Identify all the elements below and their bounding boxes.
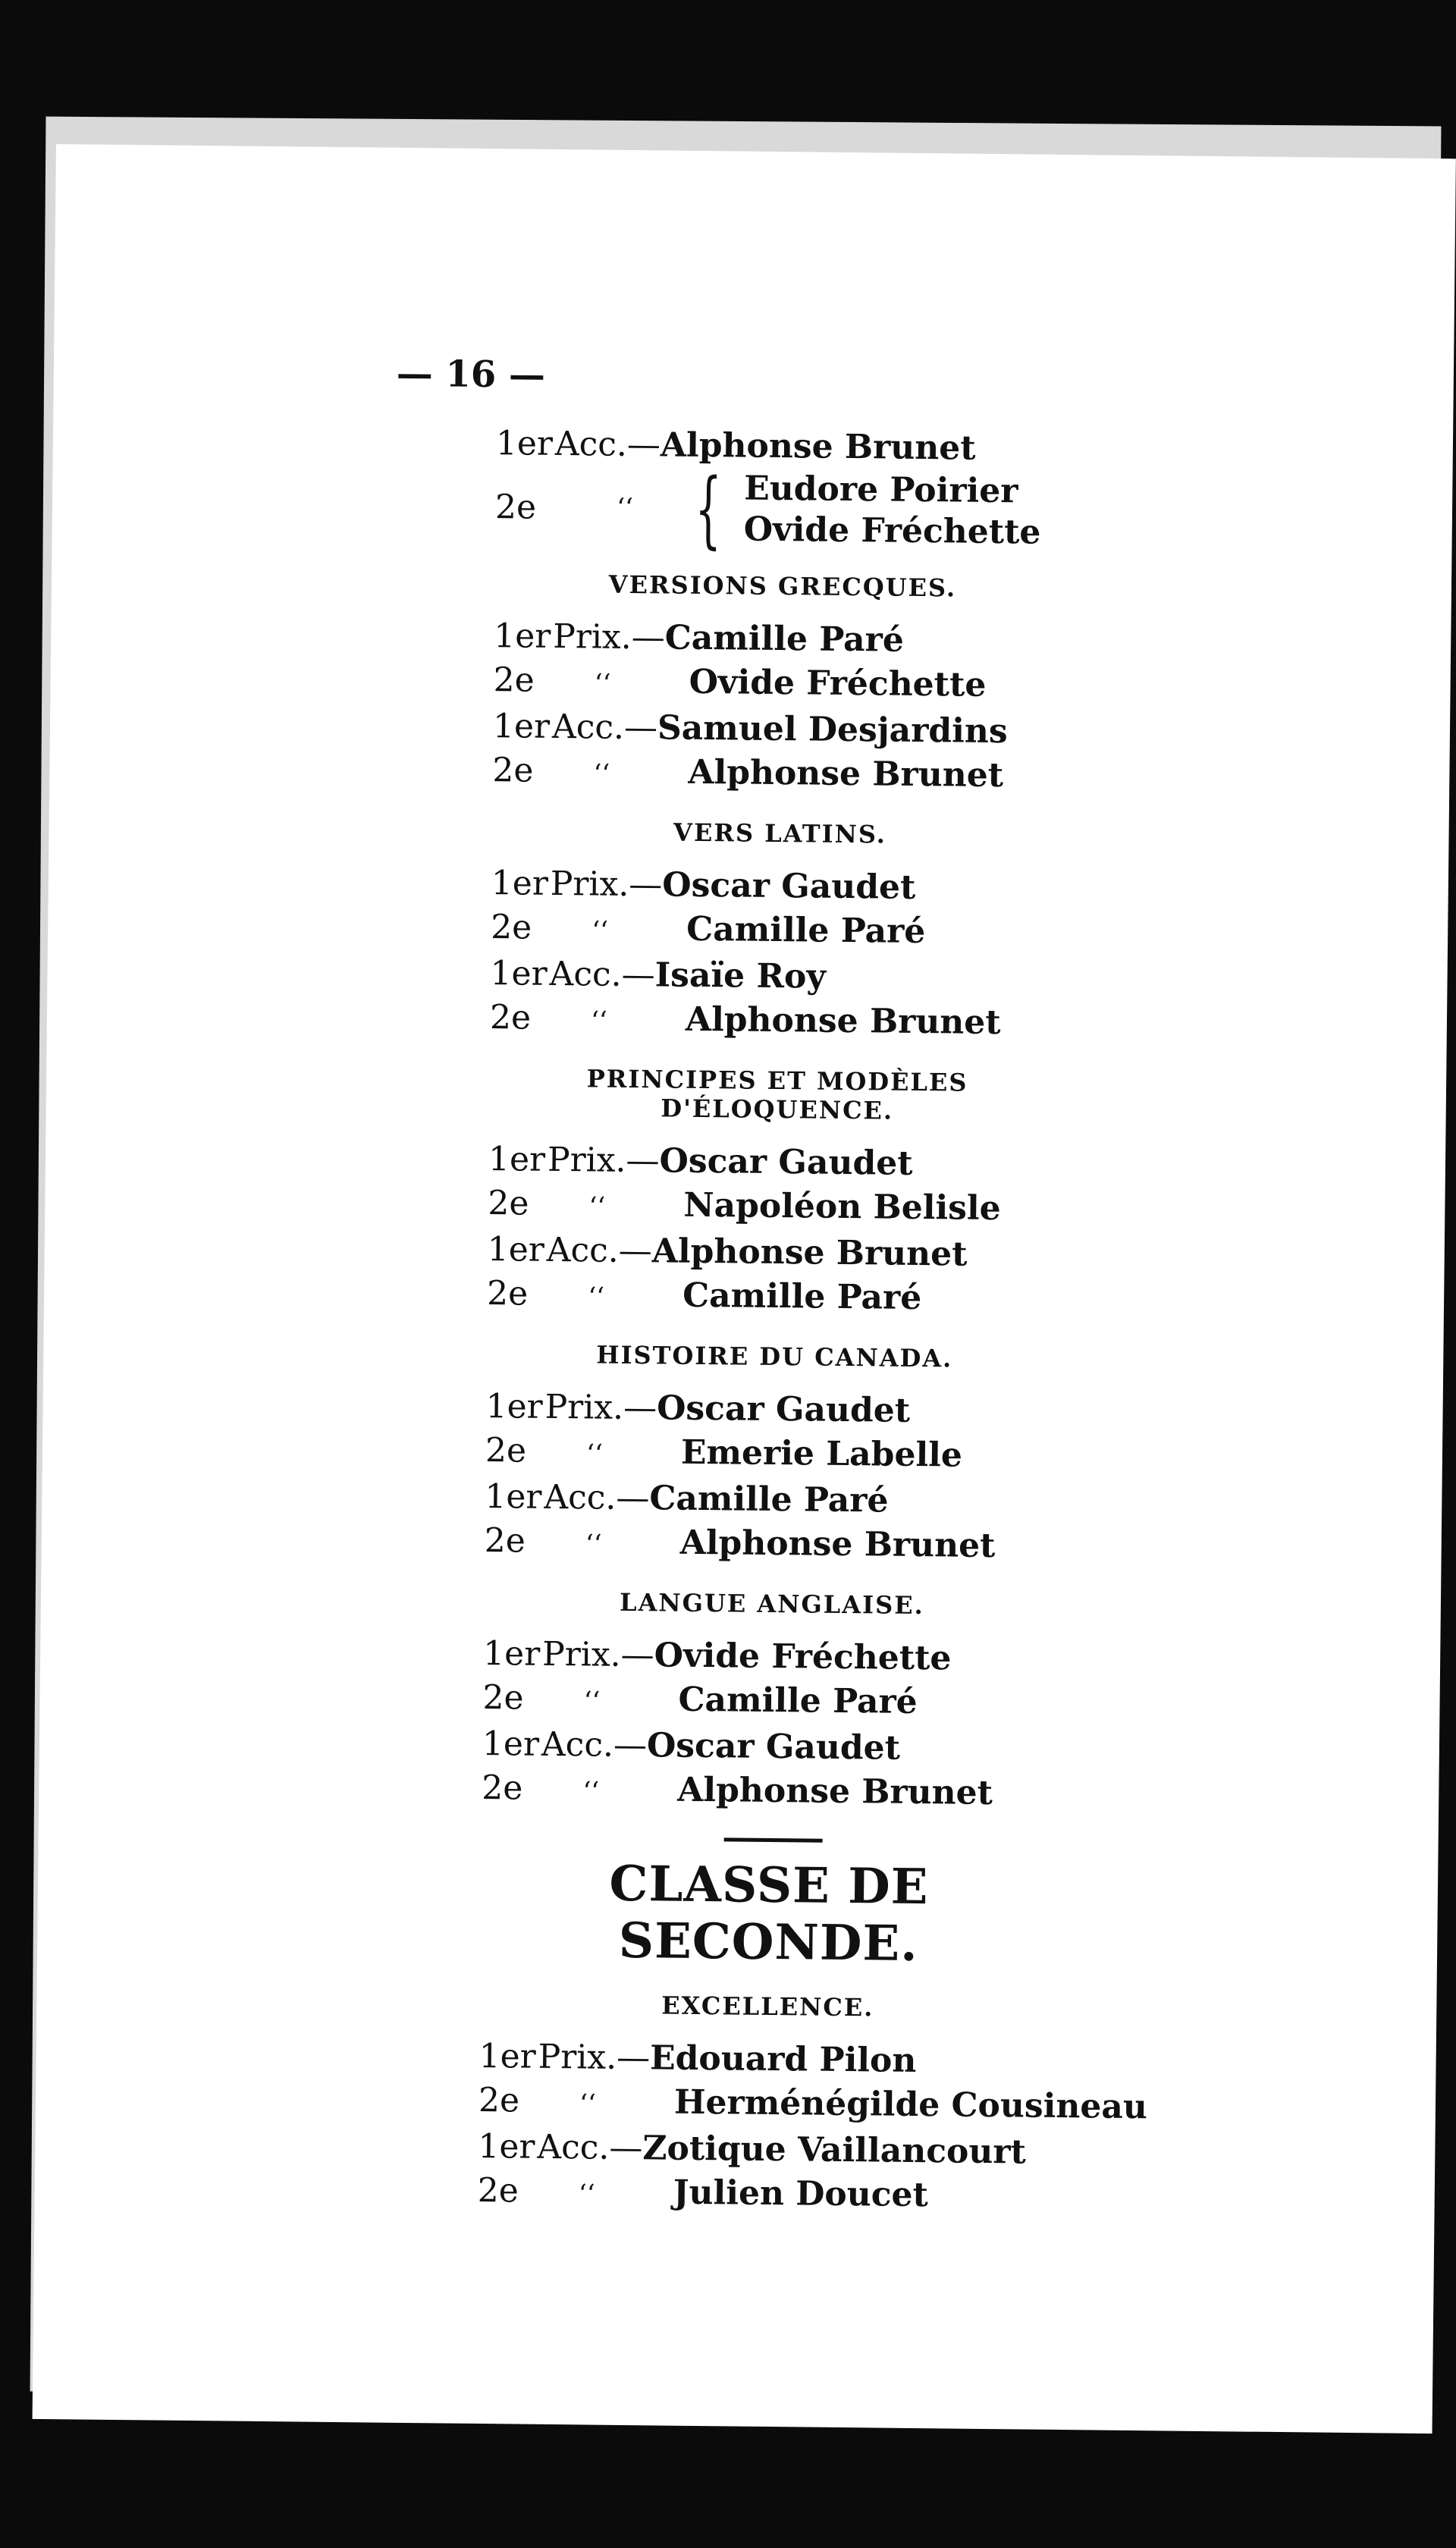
class-heading: CLASSE DE SECONDE.	[609, 1855, 929, 1973]
entry-rank: 2e	[489, 998, 532, 1037]
entry-rank: 1er	[479, 2036, 536, 2076]
entry-dash: —	[623, 1388, 657, 1428]
entry-rank: 1er	[490, 954, 548, 993]
prize-entry	[482, 1676, 1166, 1729]
prize-entry-braced	[494, 460, 1178, 558]
entry-name: Alphonse Brunet	[679, 1523, 996, 1566]
entry-kind-group	[555, 422, 976, 471]
entry-rank: 1er	[482, 1724, 540, 1764]
entry-name: Oscar Gaudet	[656, 1389, 911, 1430]
prize-entry	[488, 1181, 1171, 1235]
entry-rank: 1er	[495, 424, 554, 463]
section-heading: VERS LATINS.	[673, 817, 887, 849]
entry-name: Oscar Gaudet	[659, 1141, 913, 1183]
entry-name: Alphonse Brunet	[685, 999, 1001, 1043]
entry-rank: 1er	[492, 707, 551, 746]
entry-dash: —	[631, 617, 666, 657]
prize-entry	[485, 1429, 1169, 1482]
entry-dash: —	[626, 1141, 660, 1181]
entry-rank: 1er	[493, 617, 551, 656]
prize-entry	[477, 2169, 1160, 2222]
entry-rank: 2e	[490, 908, 532, 947]
section-heading: VERSIONS GRECQUES.	[608, 570, 957, 603]
prize-entry	[494, 614, 1177, 665]
entry-rank: 2e	[478, 2080, 520, 2120]
entry-name: Edouard Pilon	[649, 2038, 917, 2081]
ditto-mark: ‘‘	[616, 492, 634, 523]
ditto-mark: ‘‘	[585, 1529, 602, 1560]
ditto-mark: ‘‘	[594, 668, 611, 699]
entry-dash: —	[626, 425, 661, 465]
entry-name: Eudore Poirier	[744, 469, 1018, 511]
entry-rank: 2e	[488, 1184, 529, 1223]
entry-name: Ovide Fréchette	[689, 662, 987, 704]
entry-name: Alphonse Brunet	[677, 1770, 993, 1813]
prize-entry	[487, 1228, 1170, 1279]
entry-kind: Acc.	[546, 1230, 620, 1270]
entry-rank: 2e	[493, 661, 535, 700]
prize-list	[477, 422, 1178, 2222]
prize-entry	[490, 952, 1173, 1003]
entry-rank: 2e	[484, 1521, 526, 1561]
entry-name: Camille Paré	[686, 909, 926, 952]
entry-rank: 2e	[494, 487, 537, 527]
spacer	[646, 1306, 682, 1307]
entry-name: Camille Paré	[682, 1276, 922, 1318]
entry-rank: 1er	[482, 1634, 541, 1674]
entry-dash: —	[623, 708, 658, 748]
entry-kind: Prix.	[552, 617, 632, 657]
ditto-mark: ‘‘	[593, 758, 610, 789]
brace-icon: {	[694, 460, 723, 558]
entry-rank: 1er	[485, 1387, 543, 1426]
section-heading: EXCELLENCE.	[661, 1991, 874, 2022]
entry-kind: Acc.	[554, 424, 628, 464]
prize-entry	[491, 905, 1174, 959]
spacer	[645, 1463, 681, 1464]
entry-rank: 1er	[485, 1477, 542, 1517]
entry-name: Isaïe Roy	[654, 956, 827, 996]
prize-entry	[491, 861, 1175, 912]
section-heading: HISTOIRE DU CANADA.	[596, 1340, 953, 1373]
entry-name: Ovide Fréchette	[743, 510, 1041, 552]
ditto-mark: ‘‘	[588, 1191, 606, 1222]
ditto-mark: ‘‘	[588, 1282, 605, 1313]
entry-dash: —	[618, 1231, 653, 1271]
entry-dash: —	[629, 864, 663, 905]
entry-dash: —	[620, 1635, 654, 1675]
prize-entry	[488, 1138, 1172, 1188]
final-section	[477, 1989, 1162, 2222]
entry-kind: Acc.	[551, 707, 625, 747]
entry-dash: —	[621, 955, 655, 995]
ditto-mark: ‘‘	[579, 2088, 596, 2120]
entry-dash: —	[616, 1478, 650, 1518]
ditto-mark: ‘‘	[592, 915, 609, 946]
section-heading: PRINCIPES ET MODÈLES D'ÉLOQUENCE.	[586, 1064, 968, 1125]
entry-rank: 1er	[491, 864, 549, 903]
entry-name: Napoléon Belisle	[683, 1185, 1001, 1228]
entry-name: Oscar Gaudet	[646, 1726, 901, 1768]
entry-name: Julien Doucet	[673, 2173, 929, 2215]
section-heading: LANGUE ANGLAISE.	[619, 1587, 924, 1621]
prize-entry	[479, 2035, 1162, 2085]
entry-name: Herménégilde Cousineau	[673, 2082, 1148, 2127]
prize-entry	[479, 2079, 1162, 2132]
ditto-mark: ‘‘	[578, 2179, 595, 2210]
divider	[724, 1837, 823, 1842]
entry-dash: —	[609, 2128, 643, 2168]
tied-names	[743, 469, 1041, 554]
entry-rank: 1er	[478, 2126, 535, 2167]
entry-name: Camille Paré	[664, 618, 905, 660]
entry-rank: 2e	[477, 2170, 519, 2211]
ditto-mark: ‘‘	[590, 1006, 607, 1037]
entry-name: Camille Paré	[649, 1479, 889, 1520]
spacer	[652, 692, 689, 693]
prize-entry	[492, 748, 1175, 802]
prize-entry	[493, 658, 1176, 711]
entry-name: Samuel Desjardins	[657, 708, 1008, 752]
entry-kind: Prix.	[544, 1387, 624, 1427]
spacer	[649, 1030, 686, 1031]
prize-entry	[496, 422, 1179, 472]
sections	[482, 569, 1177, 1819]
entry-name: Ovide Fréchette	[654, 1636, 952, 1678]
ditto-mark: ‘‘	[583, 1686, 601, 1717]
entry-rank: 2e	[482, 1678, 524, 1718]
spacer	[642, 1710, 678, 1711]
entry-kind: Prix.	[538, 2037, 617, 2077]
entry-kind: Acc.	[549, 954, 622, 994]
prize-entry	[482, 1766, 1165, 1819]
page-number: — 16 —	[396, 352, 546, 397]
entry-kind: Acc.	[541, 1724, 614, 1765]
document-page	[33, 144, 1456, 2433]
entry-kind: Acc.	[544, 1477, 617, 1517]
entry-kind: Acc.	[537, 2127, 610, 2167]
entry-name: Camille Paré	[678, 1680, 918, 1722]
ditto-mark: ‘‘	[585, 1439, 603, 1470]
entry-dash: —	[616, 2038, 651, 2078]
entry-rank: 2e	[482, 1768, 523, 1808]
ditto-mark: ‘‘	[582, 1776, 600, 1807]
entry-name: Alphonse Brunet	[688, 752, 1004, 795]
entry-name: Alphonse Brunet	[660, 425, 976, 468]
prize-entry	[485, 1385, 1169, 1436]
entry-rank: 2e	[486, 1274, 529, 1313]
prize-entry	[485, 1475, 1168, 1526]
entry-rank: 2e	[485, 1431, 527, 1470]
entry-rank: 2e	[492, 751, 534, 790]
entry-name: Alphonse Brunet	[651, 1232, 968, 1274]
prize-entry	[484, 1519, 1167, 1572]
spacer	[637, 2203, 673, 2204]
prize-entry	[487, 1272, 1170, 1325]
spacer	[641, 1800, 677, 1801]
entry-rank: 1er	[487, 1230, 545, 1269]
entry-kind: Prix.	[550, 864, 629, 904]
entry-kind: Prix.	[541, 1634, 621, 1674]
entry-name: Oscar Gaudet	[662, 865, 916, 907]
prize-entry	[482, 1722, 1166, 1773]
entry-name: Emerie Labelle	[680, 1432, 963, 1475]
entry-dash: —	[613, 1725, 648, 1765]
prize-entry	[483, 1632, 1166, 1683]
entry-kind: Prix.	[547, 1140, 626, 1180]
entry-rank: 1er	[488, 1140, 546, 1179]
spacer	[644, 1553, 680, 1554]
entry-name: Zotique Vaillancourt	[642, 2129, 1027, 2172]
prize-entry	[493, 704, 1176, 755]
prize-entry	[478, 2125, 1161, 2176]
prize-entry	[490, 996, 1173, 1049]
